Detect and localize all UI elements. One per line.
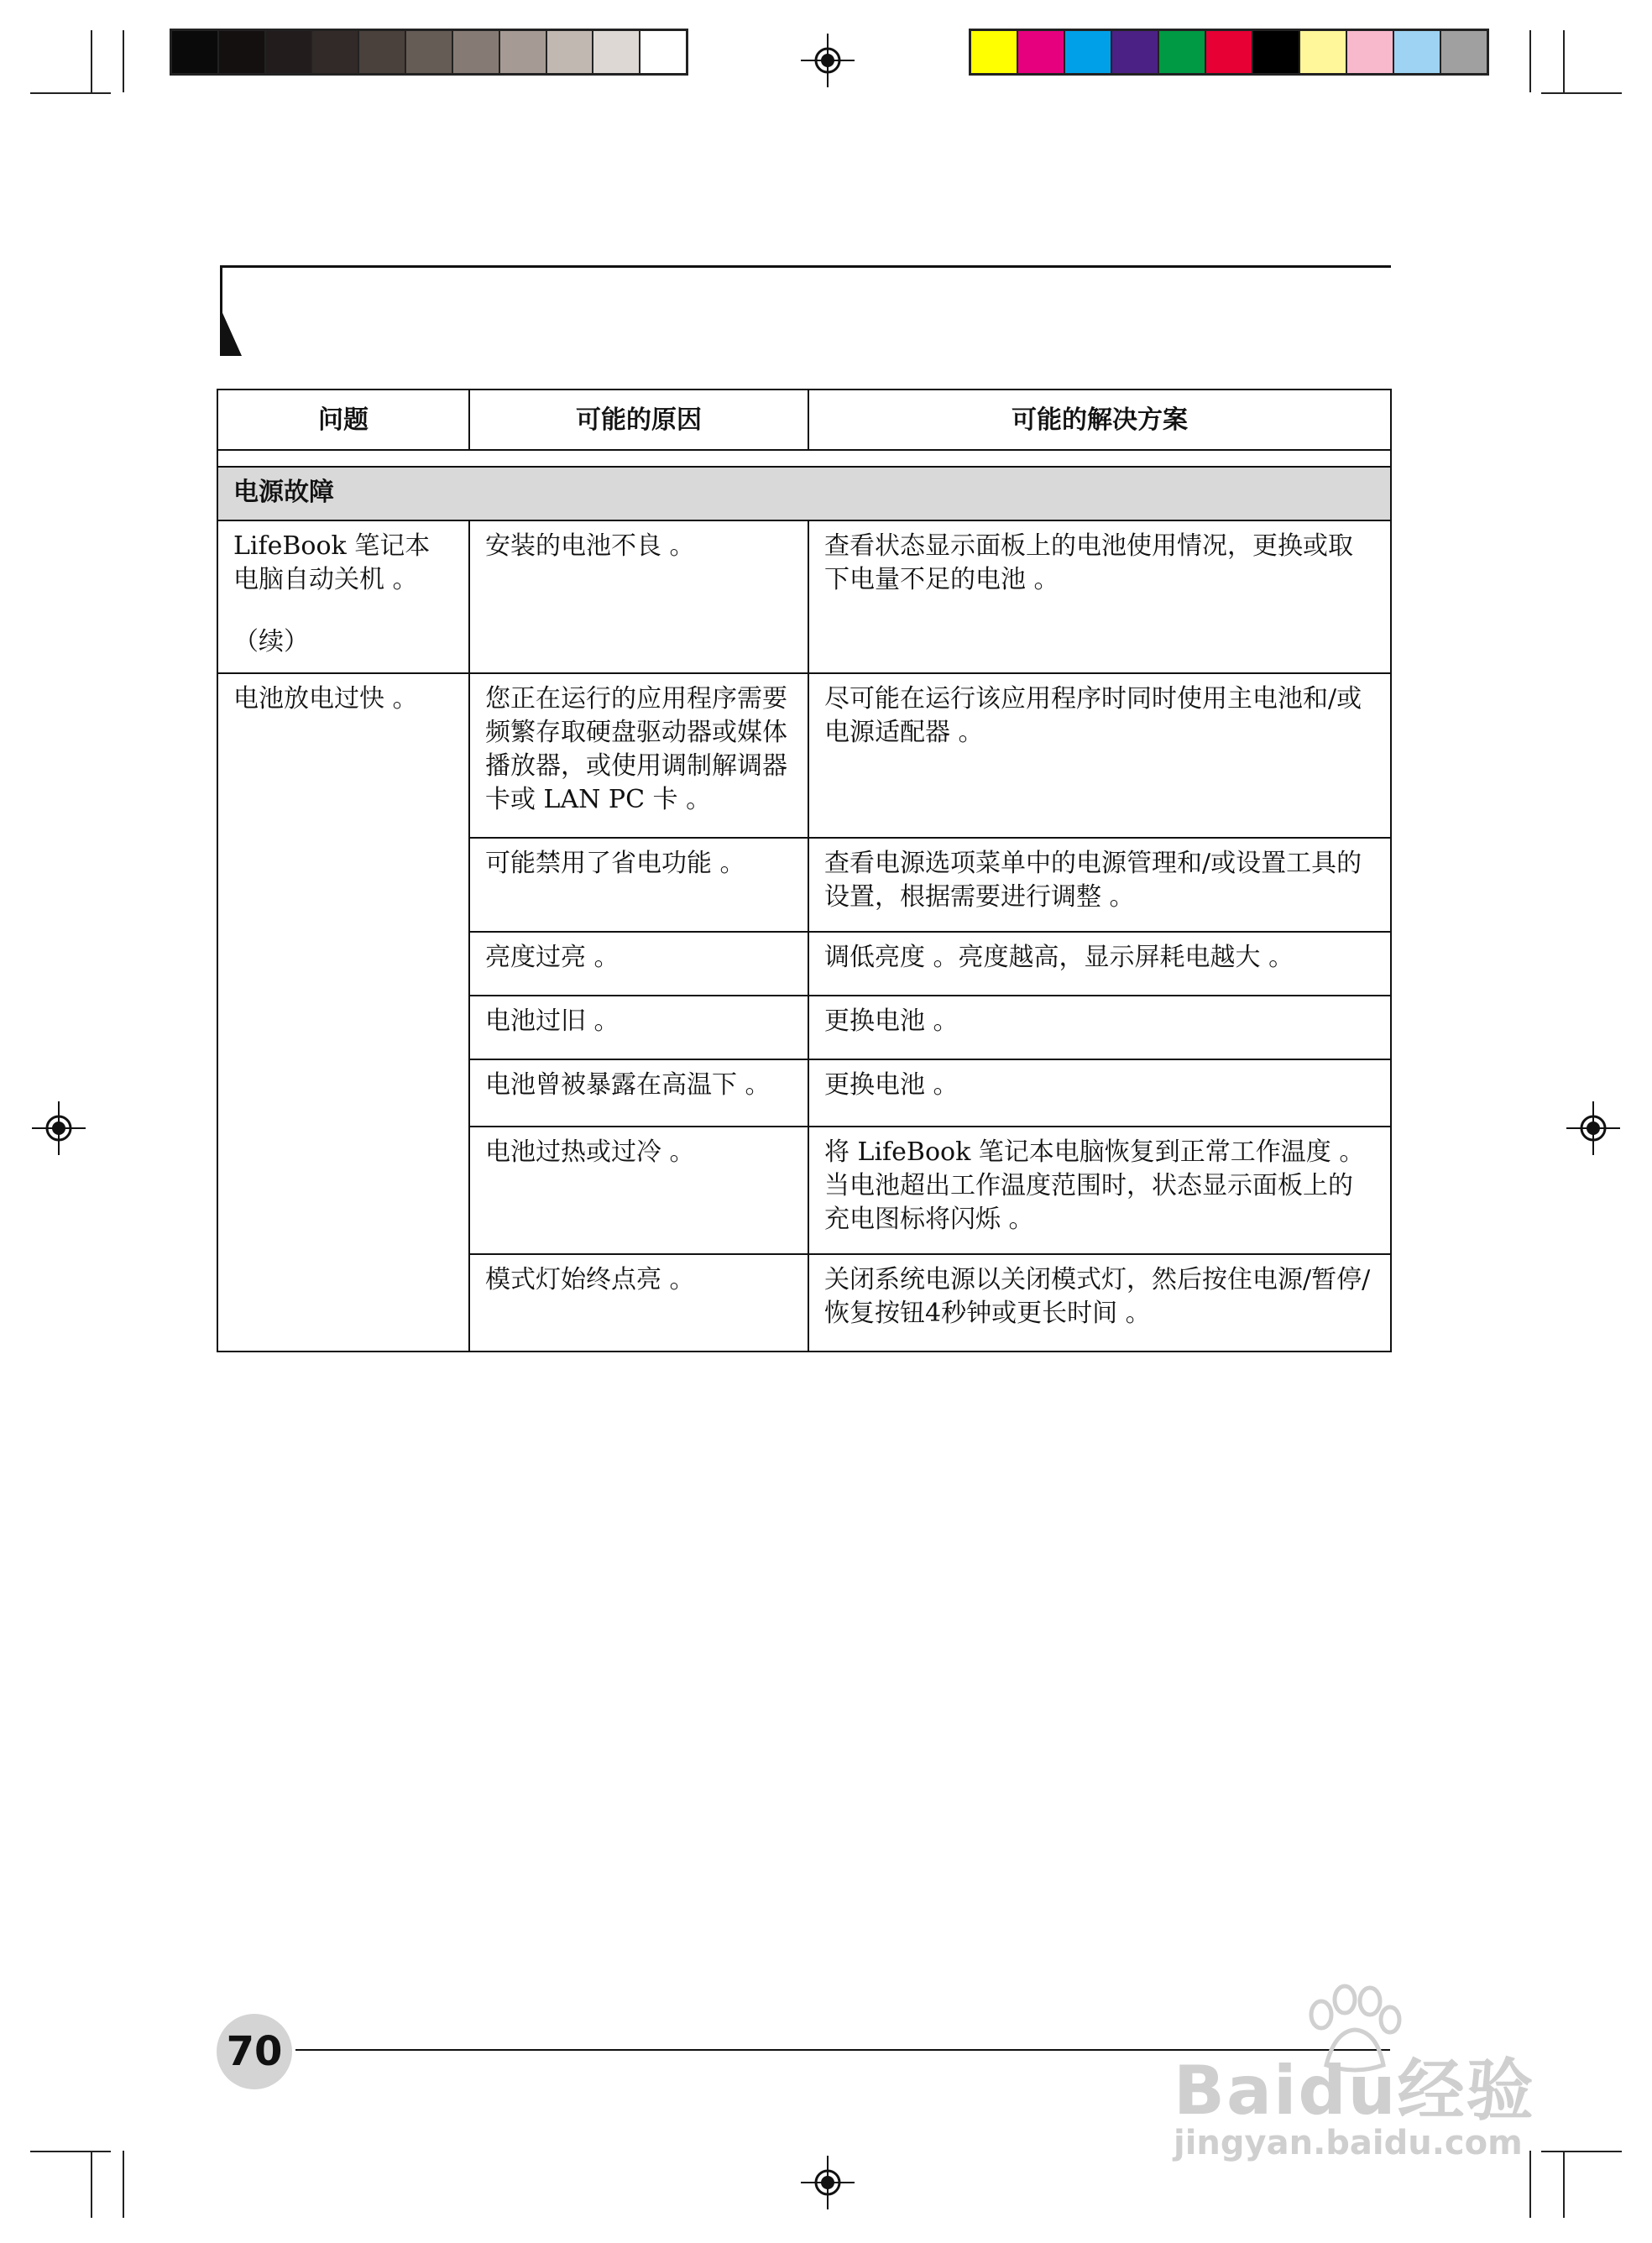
color-swatch bbox=[312, 31, 359, 73]
watermark-brand: Baidu经验 bbox=[1174, 2052, 1535, 2130]
cause-cell: 电池过旧 。 bbox=[469, 996, 808, 1059]
crop-mark bbox=[91, 30, 92, 92]
header-rule bbox=[220, 265, 1391, 268]
cause-cell: 电池曾被暴露在高温下 。 bbox=[469, 1059, 808, 1127]
crop-mark bbox=[91, 2151, 92, 2218]
color-swatch bbox=[1300, 31, 1347, 73]
solution-cell: 查看电源选项菜单中的电源管理和/或设置工具的设置，根据需要进行调整 。 bbox=[808, 838, 1391, 932]
crop-mark bbox=[123, 2151, 124, 2218]
solution-cell: 更换电池 。 bbox=[808, 1059, 1391, 1127]
table-header-row bbox=[217, 390, 1391, 450]
solution-cell: 关闭系统电源以关闭模式灯，然后按住电源/暂停/恢复按钮4秒钟或更长时间 。 bbox=[808, 1254, 1391, 1352]
color-swatch bbox=[266, 31, 313, 73]
solution-cell: 将 LifeBook 笔记本电脑恢复到正常工作温度 。当电池超出工作温度范围时，状态显示面板上的充电图标将闪烁 。 bbox=[808, 1127, 1391, 1254]
cause-cell: 模式灯始终点亮 。 bbox=[469, 1254, 808, 1352]
color-swatch bbox=[453, 31, 500, 73]
column-header-solution: 可能的解决方案 bbox=[808, 390, 1391, 450]
registration-mark-icon bbox=[801, 34, 855, 87]
cause-cell: 安装的电池不良 。 bbox=[469, 520, 808, 673]
crop-mark bbox=[1529, 30, 1531, 92]
crop-mark bbox=[1541, 2151, 1622, 2152]
color-swatch bbox=[1065, 31, 1112, 73]
registration-mark-icon bbox=[1566, 1101, 1620, 1155]
color-swatch bbox=[1206, 31, 1253, 73]
color-swatch bbox=[1159, 31, 1206, 73]
header-spacer-row bbox=[217, 450, 1391, 467]
color-swatch bbox=[1347, 31, 1394, 73]
table-row bbox=[217, 673, 1391, 838]
cause-cell: 电池过热或过冷 。 bbox=[469, 1127, 808, 1254]
solution-cell: 调低亮度 。亮度越高，显示屏耗电越大 。 bbox=[808, 932, 1391, 996]
color-swatch bbox=[1018, 31, 1065, 73]
section-title: 电源故障 bbox=[217, 467, 1391, 520]
registration-mark-icon bbox=[801, 2156, 855, 2209]
column-header-problem: 问题 bbox=[217, 390, 469, 450]
problem-text: LifeBook 笔记本电脑自动关机 。 bbox=[233, 531, 431, 594]
crop-mark bbox=[30, 92, 111, 94]
color-swatch bbox=[359, 31, 406, 73]
cause-cell: 可能禁用了省电功能 。 bbox=[469, 838, 808, 932]
crop-mark bbox=[1563, 2151, 1565, 2218]
page-number: 70 bbox=[217, 2014, 292, 2089]
color-swatch bbox=[1394, 31, 1441, 73]
crop-mark bbox=[123, 30, 124, 92]
color-swatch bbox=[1112, 31, 1159, 73]
color-swatch bbox=[971, 31, 1018, 73]
continued-label: （续） bbox=[233, 627, 309, 656]
color-swatch bbox=[1253, 31, 1300, 73]
solution-cell: 更换电池 。 bbox=[808, 996, 1391, 1059]
grayscale-color-bar bbox=[170, 29, 688, 76]
watermark-url: jingyan.baidu.com bbox=[1174, 2124, 1523, 2162]
crop-mark bbox=[30, 2151, 111, 2152]
color-swatch bbox=[640, 31, 686, 73]
crop-mark bbox=[1529, 2151, 1531, 2218]
color-swatch bbox=[547, 31, 594, 73]
cause-cell: 您正在运行的应用程序需要频繁存取硬盘驱动器或媒体播放器，或使用调制解调器卡或 LAN PC 卡 。 bbox=[469, 673, 808, 838]
process-color-bar bbox=[969, 29, 1489, 76]
problem-cell bbox=[217, 520, 469, 673]
table-row bbox=[217, 520, 1391, 673]
color-swatch bbox=[593, 31, 640, 73]
solution-cell: 尽可能在运行该应用程序时同时使用主电池和/或电源适配器 。 bbox=[808, 673, 1391, 838]
color-swatch bbox=[500, 31, 547, 73]
header-tab-marker bbox=[220, 307, 242, 356]
color-swatch bbox=[406, 31, 453, 73]
column-header-cause: 可能的原因 bbox=[469, 390, 808, 450]
crop-mark bbox=[1541, 92, 1622, 94]
color-swatch bbox=[172, 31, 219, 73]
section-row bbox=[217, 467, 1391, 520]
crop-mark bbox=[1563, 30, 1565, 92]
solution-cell: 查看状态显示面板上的电池使用情况，更换或取下电量不足的电池 。 bbox=[808, 520, 1391, 673]
troubleshooting-table bbox=[217, 389, 1392, 1352]
problem-cell: 电池放电过快 。 bbox=[217, 673, 469, 1352]
cause-cell: 亮度过亮 。 bbox=[469, 932, 808, 996]
color-swatch bbox=[1441, 31, 1487, 73]
registration-mark-icon bbox=[32, 1101, 86, 1155]
color-swatch bbox=[219, 31, 266, 73]
